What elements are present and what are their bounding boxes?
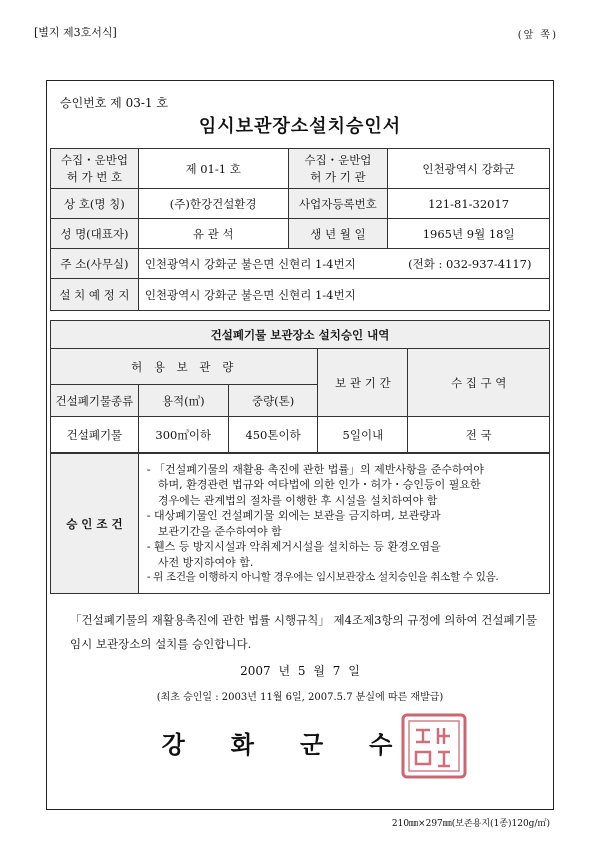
birth-date-label: 생 년 월 일 [288, 219, 388, 249]
conditions-label: 승 인 조 건 [51, 454, 139, 594]
volume-value: 300㎥이하 [138, 417, 228, 453]
waste-type-value: 건설폐기물 [51, 417, 139, 453]
condition-line: 사전 방지하여야 함. [157, 555, 254, 569]
weight-header: 중량(톤) [228, 385, 318, 417]
condition-line: - 휀스 등 방지시설과 악취제거시설을 설치하는 등 환경오염을 [146, 540, 441, 553]
volume-header: 용적(㎥) [138, 385, 228, 417]
approval-details-table [50, 320, 550, 453]
document-title: 임시보관장소설치승인서 [198, 116, 402, 137]
area-value: 전 국 [408, 417, 550, 453]
install-site-value: 인천광역시 강화군 불은면 신현리 1-4번지 [138, 279, 549, 311]
period-value: 5일이내 [318, 417, 408, 453]
allowed-storage-header: 허 용 보 관 량 [51, 349, 318, 385]
condition-line: 보관기간을 준수하여야 함 [157, 524, 282, 538]
conditions-text [138, 454, 549, 594]
approval-statement: 「건설폐기물의 재활용촉진에 관한 법률 시행규칙」 제4조제3항의 규정에 의하여 건설폐기물 임시 보관장소의 설치를 승인합니다. [70, 613, 537, 651]
condition-line: 하며, 환경관련 법규와 여타법에 의한 인가・허가・승인등이 필요한 [157, 478, 481, 491]
issue-date: 2007 년 5 월 7 일 [240, 664, 360, 678]
page-side-label: (앞 쪽) [517, 30, 558, 41]
business-number-label: 사업자등록번호 [288, 189, 388, 219]
representative-label: 성 명(대표자) [51, 219, 139, 249]
address-label: 주 소(사무실) [51, 249, 139, 279]
address-cell [138, 249, 549, 279]
waste-type-header: 건설폐기물종류 [51, 385, 139, 417]
install-site-label: 설 치 예 정 지 [51, 279, 139, 311]
permit-authority-label: 수집・운반업 허 가 기 관 [288, 149, 388, 189]
company-name-label: 상 호(명 칭) [51, 189, 139, 219]
conditions-table [50, 453, 550, 594]
permit-number-label: 수집・운반업 허 가 번 호 [51, 149, 139, 189]
collection-area-header: 수 집 구 역 [408, 349, 550, 417]
company-name-value: (주)한강건설환경 [138, 189, 288, 219]
phone-value: (전화 : 032-937-4117) [408, 256, 532, 271]
condition-line: 경우에는 관계법의 절차를 이행한 후 시설을 설치하여야 함 [157, 493, 438, 507]
issuer-name: 강화군수 [161, 730, 439, 759]
approval-number: 승인번호 제 03-1 호 [60, 96, 168, 110]
paper-specification: 210㎜×297㎜(보존용지(1종)120g/㎡) [391, 819, 550, 829]
condition-line: - 「건설폐기물의 재활용 촉진에 관한 법률」의 제반사항을 준수하여야 [146, 462, 484, 476]
condition-line: - 대상폐기물인 건설폐기물 외에는 보관을 금지하며, 보관량과 [146, 509, 441, 522]
storage-period-header: 보 관 기 간 [318, 349, 408, 417]
permit-authority-value: 인천광역시 강화군 [388, 149, 550, 189]
weight-value: 450톤이하 [228, 417, 318, 453]
birth-date-value: 1965년 9월 18일 [388, 219, 550, 249]
condition-line: - 위 조건을 이행하지 아니할 경우에는 임시보관장소 설치승인을 취소할 수 있음. [146, 571, 499, 583]
address-value: 인천광역시 강화군 불은면 신현리 1-4번지 [144, 256, 356, 271]
details-section-title: 건설폐기물 보관장소 설치승인 내역 [51, 321, 550, 349]
business-number-value: 121-81-32017 [388, 189, 550, 219]
representative-value: 유 관 석 [138, 219, 288, 249]
first-approval-note: (최초 승인일 : 2003년 11월 6일, 2007.5.7 분실에 따른 재발급) [156, 692, 444, 703]
official-seal-icon [400, 712, 468, 780]
applicant-info-table [50, 148, 550, 311]
form-number-label: [별지 제3호서식] [34, 26, 117, 39]
permit-number-value: 제 01-1 호 [138, 149, 288, 189]
